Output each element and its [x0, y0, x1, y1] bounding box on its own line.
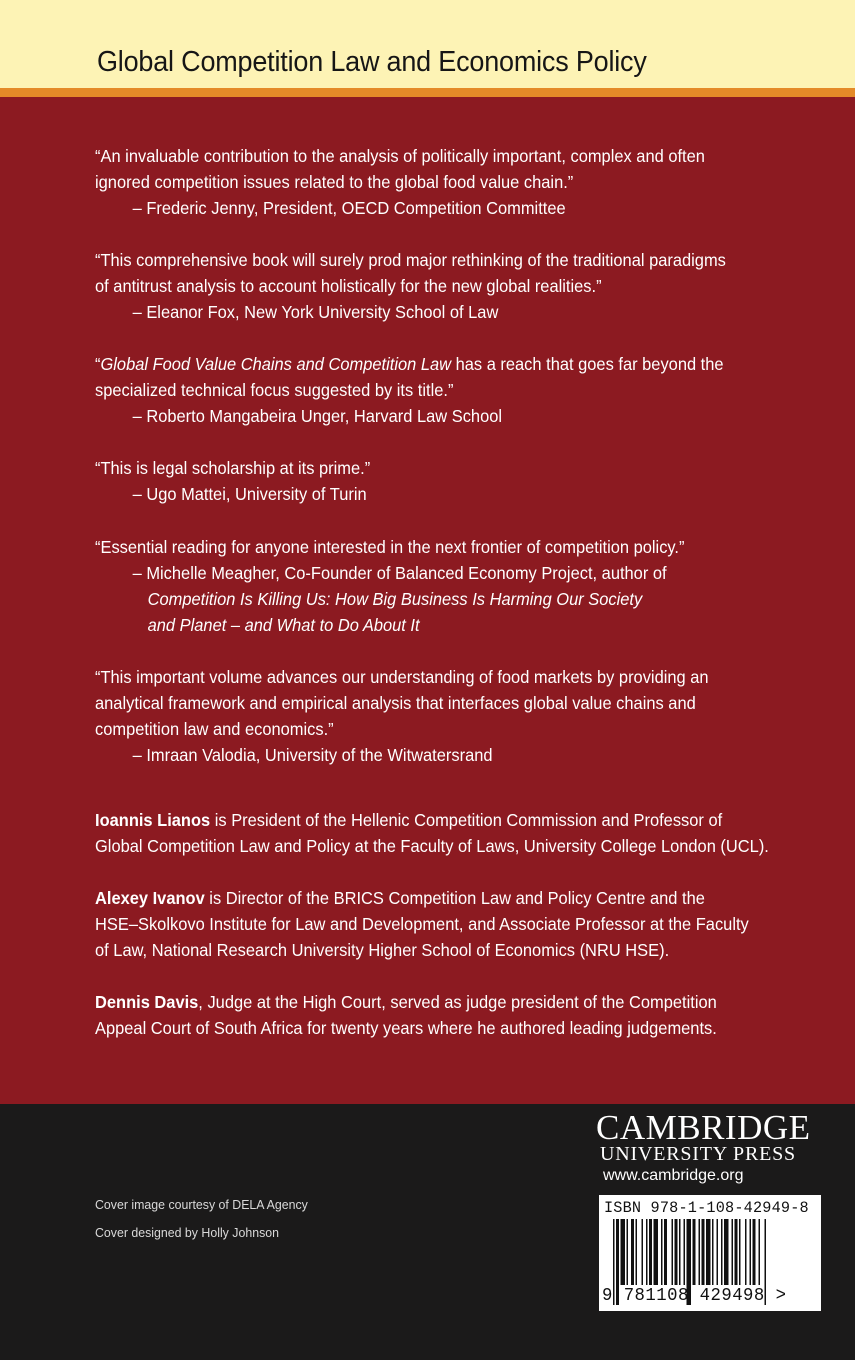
endorsement-3 [95, 351, 724, 429]
barcode-bar [721, 1219, 723, 1285]
barcode-bar [679, 1219, 681, 1285]
barcode-bar [706, 1219, 711, 1285]
barcode-bar [664, 1219, 667, 1285]
barcode-bar [684, 1219, 686, 1285]
barcode-bar [739, 1219, 741, 1285]
barcode-bar [675, 1219, 678, 1285]
barcode-bar [724, 1219, 729, 1285]
quote-line: specialized technical focus suggested by its title.” [95, 380, 454, 400]
attribution: – Frederic Jenny, President, OECD Competition Committee [132, 198, 566, 218]
isbn-barcode [599, 1195, 821, 1311]
publisher-logo-name: CAMBRIDGE [596, 1108, 811, 1147]
barcode-bar [732, 1219, 734, 1285]
author-bio-lianos: Ioannis Lianos is President of the Hellenic Competition Commission and Professor of Global Competition Law and Policy at the Faculty of Laws, University College London (UCL). [95, 810, 769, 856]
endorsement-5 [95, 534, 684, 638]
attribution-book-title: and Planet – and What to Do About It [147, 615, 420, 635]
barcode-bar [745, 1219, 747, 1285]
quote-line: “This important volume advances our understanding of food markets by providing an [95, 667, 709, 687]
isbn-label: ISBN 978-1-108-42949-8 [604, 1199, 809, 1217]
barcode-bar [636, 1219, 638, 1285]
author-name: Alexey Ivanov [95, 888, 205, 908]
cover-design-credit: Cover designed by Holly Johnson [95, 1225, 279, 1240]
quote-line: ignored competition issues related to the global food value chain.” [95, 172, 574, 192]
quote-line: “An invaluable contribution to the analysis of politically important, complex and often [95, 146, 705, 166]
quote-line: of antitrust analysis to account holistically for the new global realities.” [95, 276, 602, 296]
barcode-bar [712, 1219, 714, 1285]
barcode-bar [702, 1219, 705, 1285]
endorsement-4 [95, 455, 370, 507]
attribution: – Eleanor Fox, New York University School of Law [132, 302, 499, 322]
quote-line: “This comprehensive book will surely prod major rethinking of the traditional paradigms [95, 250, 726, 270]
quote-line: competition law and economics.” [95, 719, 334, 739]
barcode-bar [693, 1219, 696, 1285]
barcode-bar [753, 1219, 756, 1285]
endorsement-6 [95, 664, 709, 768]
quote-line: “Essential reading for anyone interested in the next frontier of competition policy.” [95, 537, 685, 557]
barcode-bar [631, 1219, 634, 1285]
quote-line: “Global Food Value Chains and Competition Law has a reach that goes far beyond the [95, 354, 724, 374]
barcode-bar [646, 1219, 648, 1285]
series-title: Global Competition Law and Economics Policy [97, 46, 647, 78]
attribution: – Michelle Meagher, Co-Founder of Balanced Economy Project, author of [132, 563, 667, 583]
barcode-bar [717, 1219, 719, 1285]
cover-image-credit: Cover image courtesy of DELA Agency [95, 1197, 308, 1212]
barcode-bar [627, 1219, 629, 1285]
attribution: – Imraan Valodia, University of the Witwatersrand [132, 745, 493, 765]
barcode-bar [642, 1219, 644, 1285]
quote-line: “This is legal scholarship at its prime.” [95, 458, 371, 478]
book-title: Global Food Value Chains and Competition Law [100, 354, 452, 374]
barcode-bar [649, 1219, 652, 1285]
endorsement-1 [95, 143, 705, 221]
author-name: Dennis Davis [95, 992, 199, 1012]
barcode-bar [735, 1219, 738, 1285]
barcode-bar [654, 1219, 659, 1285]
barcode-bar [750, 1219, 752, 1285]
barcode-bar [661, 1219, 663, 1285]
orange-divider [0, 88, 855, 97]
publisher-logo-press: UNIVERSITY PRESS [600, 1143, 796, 1165]
endorsement-2 [95, 247, 726, 325]
barcode-bar [672, 1219, 674, 1285]
barcode-bar [699, 1219, 701, 1285]
attribution: – Ugo Mattei, University of Turin [132, 484, 367, 504]
barcode-bar [621, 1219, 626, 1285]
author-bio-davis: Dennis Davis, Judge at the High Court, served as judge president of the Competition Appeal Court of South Africa for twenty years where he authored leading judgements. [95, 992, 717, 1038]
publisher-website: www.cambridge.org [603, 1167, 744, 1184]
barcode-bar [759, 1219, 761, 1285]
attribution-book-title: Competition Is Killing Us: How Big Business Is Harming Our Society [147, 589, 643, 609]
author-name: Ioannis Lianos [95, 810, 211, 830]
attribution: – Roberto Mangabeira Unger, Harvard Law School [132, 406, 503, 426]
author-bio-ivanov: Alexey Ivanov is Director of the BRICS Competition Law and Policy Centre and the HSE–Skolkovo Institute for Law and Development, and Associate Professor at the Faculty of Law, National Research University Higher School of Economics (NRU HSE). [95, 888, 749, 960]
quote-line: analytical framework and empirical analysis that interfaces global value chains and [95, 693, 696, 713]
ean-digits: 9 781108 429498 > [602, 1286, 787, 1306]
